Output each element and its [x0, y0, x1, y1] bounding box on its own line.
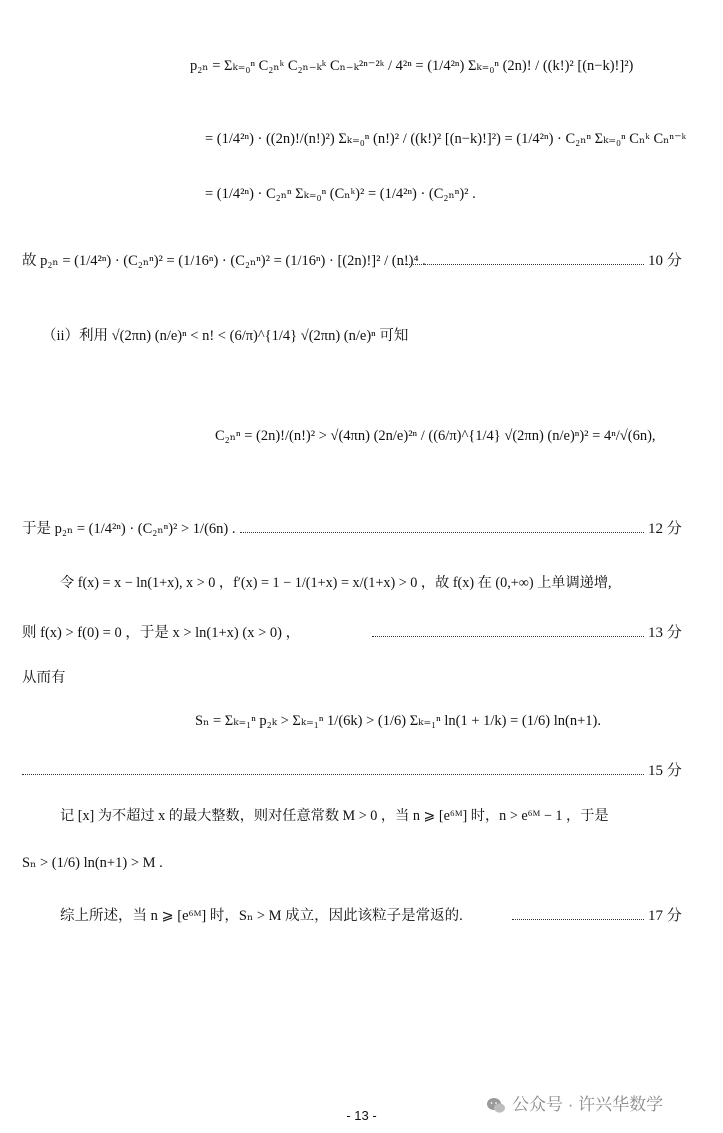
equation-p2n-step3: [205, 183, 476, 205]
score-label: 12 分: [648, 521, 682, 537]
score-leader-12: [240, 518, 682, 540]
score-leader-17: [512, 905, 682, 927]
equation-text: = (1/4²ⁿ) · ((2n)!/(n!)²) Σₖ₌₀ⁿ (n!)² / ((k!)² [(n−k)!]²) = (1/4²ⁿ) · C₂ₙⁿ Σₖ₌₀ⁿ Cₙᵏ Cₙⁿ⁻ᵏ: [205, 131, 687, 147]
equation-p2n-step2: [205, 128, 686, 150]
equation-text: Sₙ > (1/6) ln(n+1) > M .: [22, 855, 163, 871]
equation-c2n-bound: [215, 425, 656, 447]
equation-p2n-definition: [190, 55, 633, 77]
watermark-text: 公众号 · 许兴华数学: [512, 1095, 664, 1114]
equation-text: = (1/4²ⁿ) · C₂ₙⁿ Σₖ₌₀ⁿ (Cₙᵏ)² = (1/4²ⁿ) · (C₂ₙⁿ)² .: [205, 186, 476, 202]
score-label: 17 分: [648, 908, 682, 924]
dot-leader: [512, 905, 644, 920]
score-leader-15: [22, 760, 682, 782]
equation-sn-bound: [195, 710, 601, 732]
equation-text: p₂ₙ = Σₖ₌₀ⁿ C₂ₙᵏ C₂ₙ₋ₖᵏ Cₙ₋ₖ²ⁿ⁻²ᵏ / 4²ⁿ = (1/4²ⁿ) Σₖ₌₀ⁿ (2n)! / ((k!)² [(n−k)!]²): [190, 58, 634, 74]
equation-text: （ii）利用 √(2πn) (n/e)ⁿ < n! < (6/π)^{1/4} √(2πn) (n/e)ⁿ 可知: [42, 328, 409, 344]
equation-let-f: [60, 572, 612, 594]
equation-text: Sₙ = Σₖ₌₁ⁿ p₂ₖ > Σₖ₌₁ⁿ 1/(6k) > (1/6) Σₖ₌₁ⁿ ln(1 + 1/k) = (1/6) ln(n+1).: [195, 713, 601, 729]
text-conclusion: [60, 905, 463, 927]
score-label: 15 分: [648, 763, 682, 779]
dot-leader: [372, 622, 644, 637]
score-leader-10: [398, 250, 682, 272]
equation-text: 故 p₂ₙ = (1/4²ⁿ) · (C₂ₙⁿ)² = (1/16ⁿ) · (C₂ₙⁿ)² = (1/16ⁿ) · [(2n)!]² / (n!)⁴ .: [22, 253, 426, 269]
part-ii-intro: [42, 325, 408, 347]
equation-text: 令 f(x) = x − ln(1+x), x > 0 ，f′(x) = 1 − 1/(1+x) = x/(1+x) > 0 ，故 f(x) 在 (0,+∞) 上单调递增,: [60, 575, 612, 591]
dot-leader: [240, 518, 644, 533]
equation-then-p2n: [22, 518, 236, 540]
dot-leader: [398, 250, 644, 265]
equation-then-f: [22, 622, 300, 644]
score-label: 10 分: [648, 253, 682, 269]
text-floor-definition: [60, 805, 609, 827]
equation-text: 记 [x] 为不超过 x 的最大整数，则对任意常数 M > 0 ，当 n ⩾ [e⁶ᴹ] 时，n > e⁶ᴹ − 1 ，于是: [60, 808, 609, 824]
equation-text: 于是 p₂ₙ = (1/4²ⁿ) · (C₂ₙⁿ)² > 1/(6n) .: [22, 521, 236, 537]
equation-text: 则 f(x) > f(0) = 0 ，于是 x > ln(1+x) (x > 0) ，: [22, 625, 301, 641]
score-label: 13 分: [648, 625, 682, 641]
text-thus: [22, 667, 66, 689]
dot-leader: [22, 760, 644, 775]
equation-text: C₂ₙⁿ = (2n)!/(n!)² > √(4πn) (2n/e)²ⁿ / ((6/π)^{1/4} √(2πn) (n/e)ⁿ)² = 4ⁿ/√(6n),: [215, 428, 656, 444]
score-leader-13: [372, 622, 682, 644]
equation-sn-gt-m: [22, 852, 163, 874]
page-number: - 13 -: [346, 1108, 377, 1123]
text: 从而有: [22, 670, 66, 686]
equation-text: 综上所述，当 n ⩾ [e⁶ᴹ] 时，Sₙ > M 成立，因此该粒子是常返的.: [60, 908, 463, 924]
equation-so-p2n: [22, 250, 426, 272]
